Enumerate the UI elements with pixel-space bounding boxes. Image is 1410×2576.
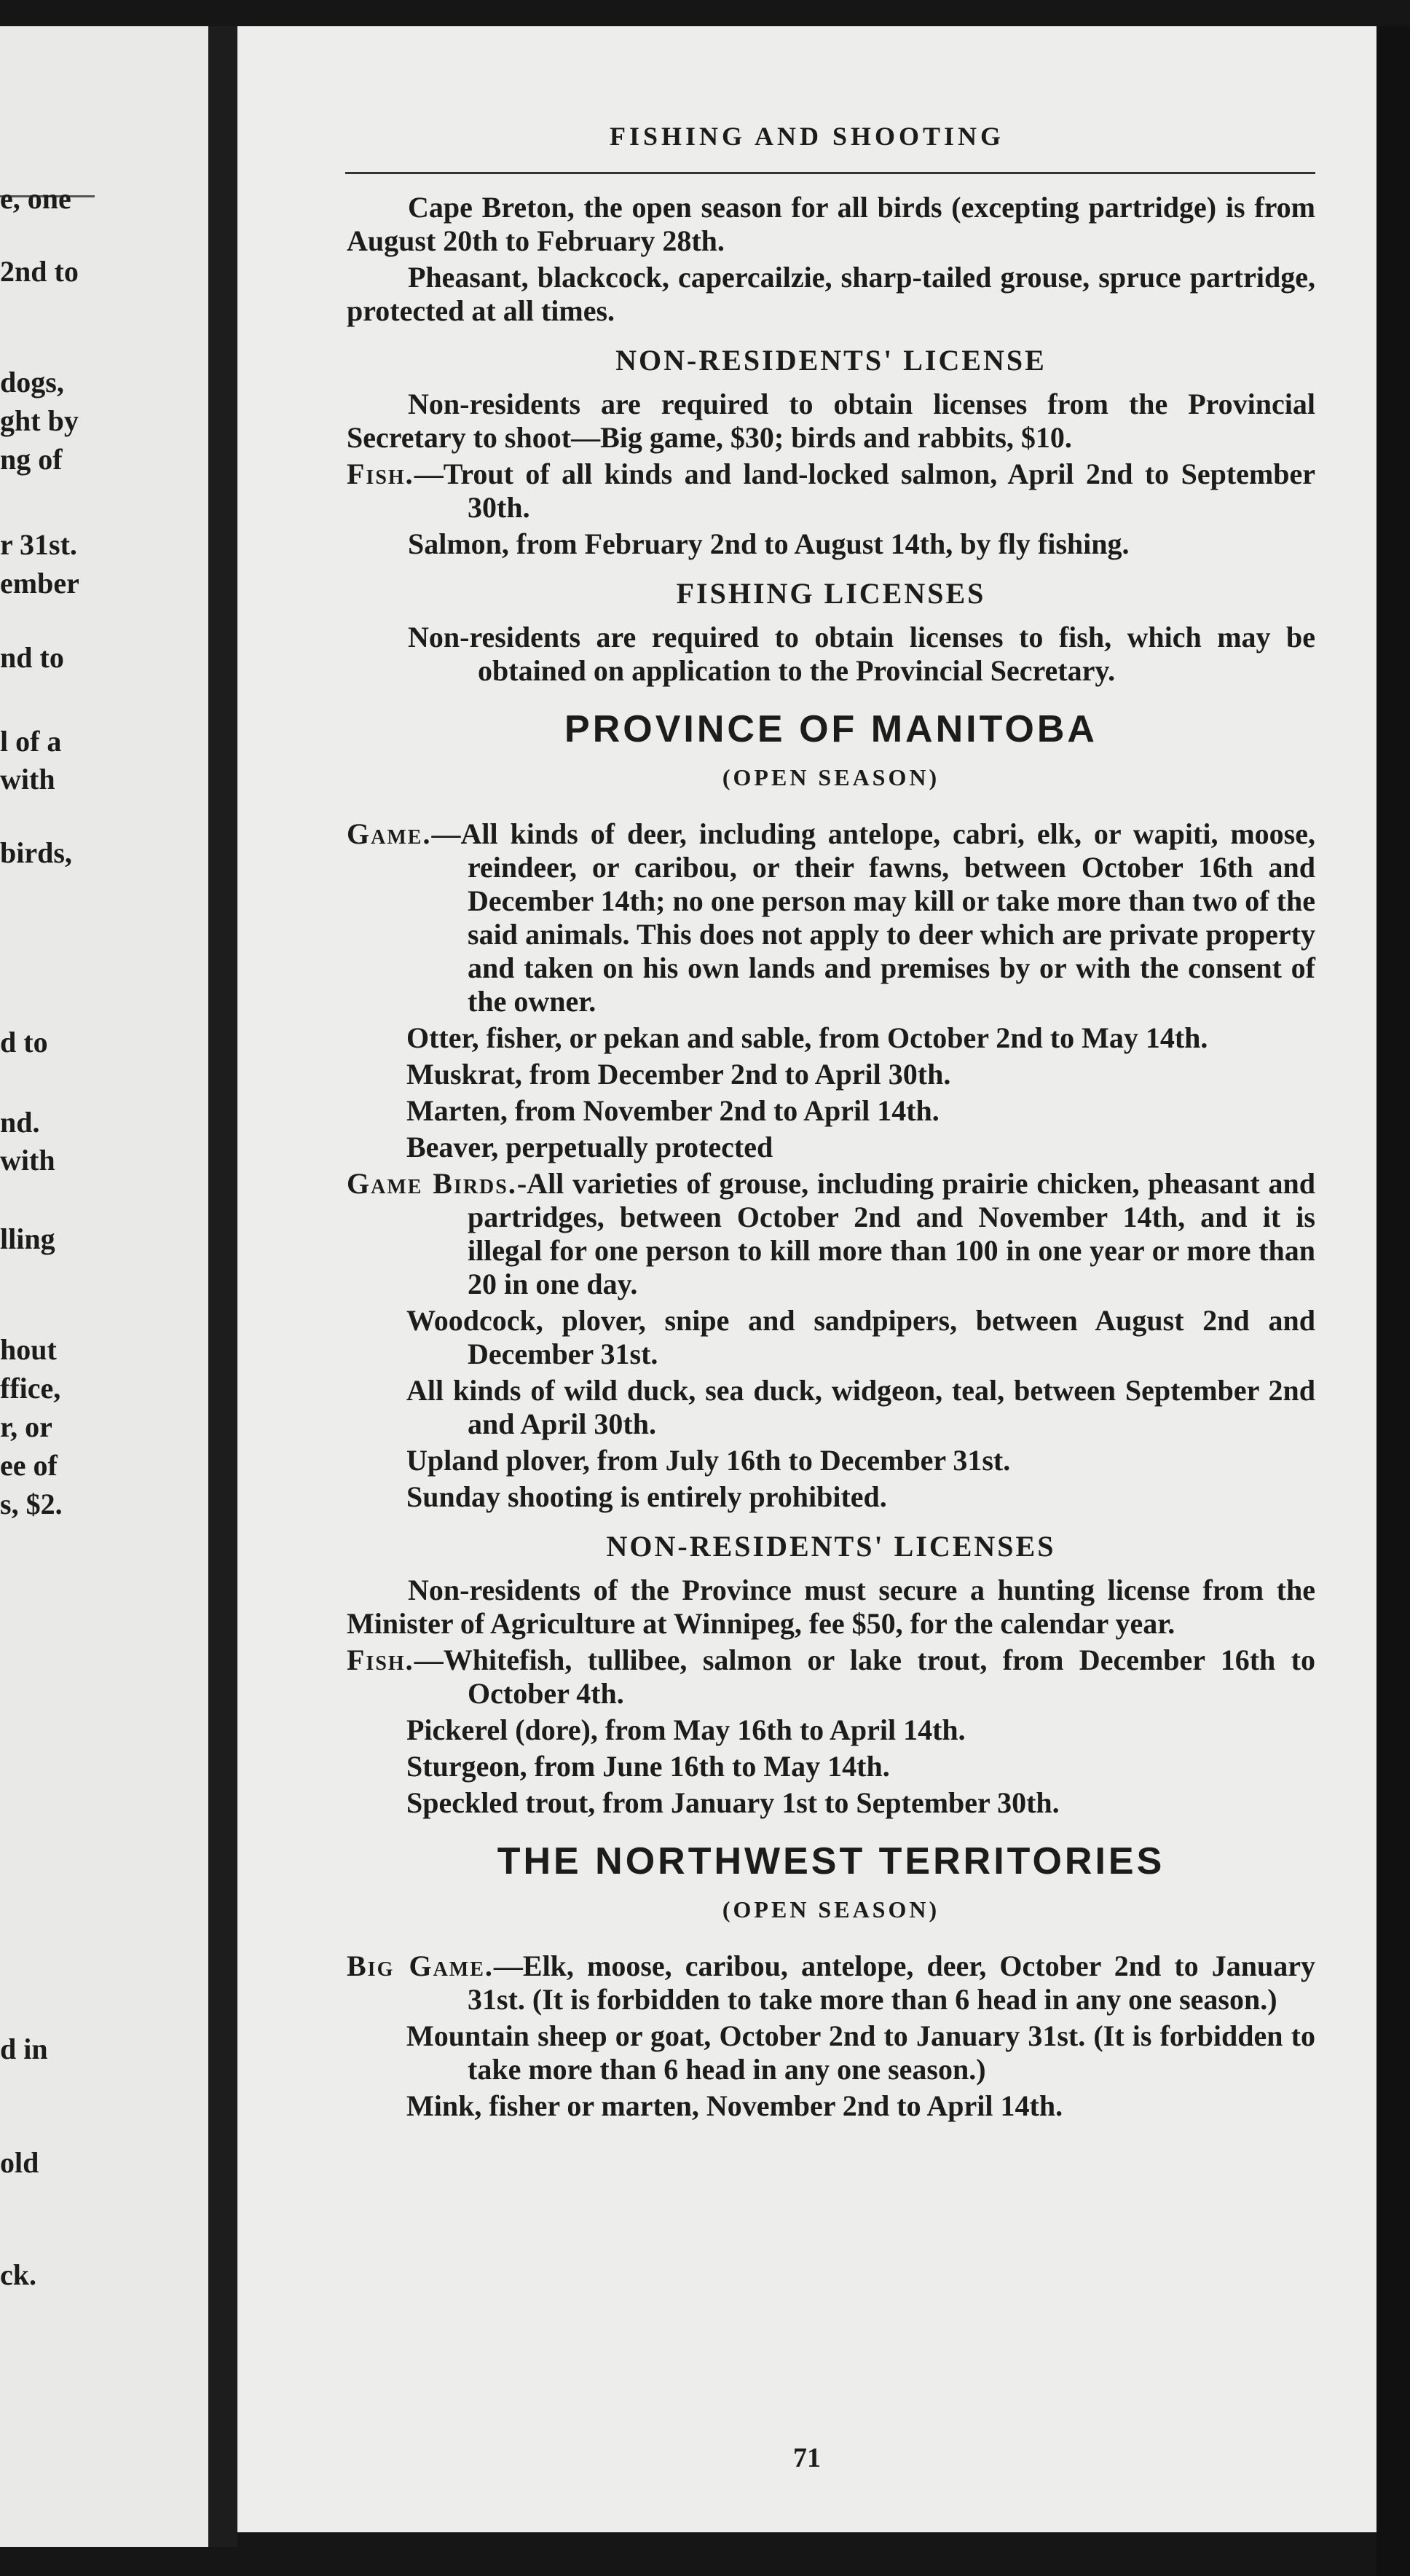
left-page-fragment: nd. [0,1106,40,1139]
paragraph-lead: Game Birds. [347,1167,517,1200]
left-page-fragment: ee of [0,1449,58,1482]
paragraph-text: Pheasant, blackcock, capercailzie, sharp-tailed grouse, spruce partridge, protected at all times. [347,261,1315,327]
left-page-fragment: d in [0,2033,48,2065]
left-page-fragment: with [0,763,55,796]
paragraph-lead: Game. [347,817,432,850]
paragraph [347,458,1315,525]
running-header: FISHING AND SHOOTING [609,122,1005,151]
section-title: PROVINCE OF MANITOBA [564,708,1098,750]
paragraph-text: All kinds of wild duck, sea duck, widgeon, teal, between September 2nd and April 30th. [406,1374,1315,1440]
paragraph [347,2089,1315,2123]
paragraph-text: Sunday shooting is entirely prohibited. [406,1480,887,1513]
paragraph [347,1644,1315,1711]
book-gutter [208,26,237,2547]
subsection-heading: NON-RESIDENTS' LICENSE [615,344,1047,377]
left-page-fragment: with [0,1144,55,1177]
section-subtitle: (OPEN SEASON) [722,1896,940,1923]
left-page-fragment: hout [0,1333,57,1366]
paragraph [347,1304,1315,1371]
subsection-heading: NON-RESIDENTS' LICENSES [606,1530,1056,1563]
paragraph [347,1786,1315,1820]
left-page-fragment: old [0,2146,39,2179]
paragraph-lead: Big Game. [347,1949,494,1982]
paragraph [347,388,1315,455]
left-page-fragment: ng of [0,443,63,476]
paragraph [347,1058,1315,1091]
paragraph [347,1021,1315,1055]
right-page [237,26,1376,2532]
left-page-fragment: dogs, [0,366,64,398]
left-page-fragment: lling [0,1222,55,1255]
paragraph-text: Cape Breton, the open season for all birds (excepting partridge) is from August 20th to February 28th. [347,191,1315,257]
paragraph [347,261,1315,328]
left-page-fragment: d to [0,1026,48,1059]
paragraph-lead: Fish. [347,1644,414,1676]
left-page-fragment: nd to [0,641,64,674]
paragraph [347,1574,1315,1641]
paragraph-text: Marten, from November 2nd to April 14th. [406,1094,940,1127]
left-page-fragment: ffice, [0,1372,61,1405]
scan-border [1376,26,1410,2576]
left-page-fragment: 2nd to [0,255,79,288]
paragraph [347,2019,1315,2086]
paragraph-text: Upland plover, from July 16th to December 31st. [406,1444,1011,1477]
paragraph [347,1131,1315,1164]
paragraph [347,817,1315,1018]
page-number: 71 [793,2443,821,2473]
paragraph-text: Mountain sheep or goat, October 2nd to January 31st. (It is forbidden to take more than 6 head in any one season.) [406,2019,1315,2086]
left-page-fragment: ember [0,567,79,600]
left-page-fragment: r 31st. [0,528,77,561]
paragraph [347,1444,1315,1477]
paragraph-text: —Trout of all kinds and land-locked salmon, April 2nd to September 30th. [414,458,1315,524]
paragraph [347,1949,1315,2017]
paragraph-text: Otter, fisher, or pekan and sable, from October 2nd to May 14th. [406,1021,1208,1054]
left-page-fragment: birds, [0,836,72,869]
paragraph-text: —Whitefish, tullibee, salmon or lake trout, from December 16th to October 4th. [414,1644,1315,1710]
paragraph-text: Pickerel (dore), from May 16th to April 14th. [406,1713,966,1746]
paragraph [347,527,1315,561]
paragraph [347,1480,1315,1514]
page-body [347,191,1315,2126]
paragraph-text: Non-residents are required to obtain licenses from the Provincial Secretary to shoot—Big game, $30; birds and rabbits, $10. [347,388,1315,454]
paragraph-text: —Elk, moose, caribou, antelope, deer, October 2nd to January 31st. (It is forbidden to take more than 6 head in any one season.) [468,1949,1315,2016]
paragraph-text: Salmon, from February 2nd to August 14th, by fly fishing. [408,527,1130,560]
paragraph [347,1374,1315,1441]
paragraph-text: Beaver, perpetually protected [406,1131,773,1163]
paragraph [347,191,1315,258]
paragraph-text: Non-residents of the Province must secure a hunting license from the Minister of Agriculture at Winnipeg, fee $50, for the calendar year. [347,1574,1315,1640]
paragraph-text: —All kinds of deer, including antelope, cabri, elk, or wapiti, moose, reindeer, or caribou, or their fawns, between October 16th and December 14th; no one person may kill or take more than two of the said animals. This does not apply to deer which are private property and taken on his own lands and premises by or with the consent of the owner. [431,817,1315,1018]
subsection-heading: FISHING LICENSES [676,577,986,610]
paragraph-text: Mink, fisher or marten, November 2nd to April 14th. [406,2089,1063,2122]
section-title: THE NORTHWEST TERRITORIES [497,1840,1165,1882]
left-page-fragment: s, $2. [0,1488,63,1520]
paragraph-text: Speckled trout, from January 1st to September 30th. [406,1786,1060,1819]
paragraph [347,1713,1315,1747]
paragraph [347,1094,1315,1128]
left-page-fragment: l of a [0,725,62,758]
paragraph-lead: Fish. [347,458,414,490]
left-page-fragment: r, or [0,1410,52,1443]
left-page-fragment: e, one [0,182,71,215]
paragraph-text: -All varieties of grouse, including prairie chicken, pheasant and partridges, between October 2nd and November 14th, and it is illegal for one person to kill more than 100 in one year or more than 20 in one day. [468,1167,1315,1300]
left-page-fragment: ght by [0,404,79,437]
paragraph-text: Non-residents are required to obtain licenses to fish, which may be obtained on application to the Provincial Secretary. [408,621,1315,687]
paragraph-text: Sturgeon, from June 16th to May 14th. [406,1750,890,1783]
section-subtitle: (OPEN SEASON) [722,764,940,790]
paragraph-text: Muskrat, from December 2nd to April 30th. [406,1058,951,1091]
paragraph-text: Woodcock, plover, snipe and sandpipers, between August 2nd and December 31st. [406,1304,1315,1370]
paragraph [347,1750,1315,1783]
paragraph [347,1167,1315,1301]
paragraph [347,621,1315,688]
header-rule [345,172,1315,174]
left-page [0,26,208,2547]
left-page-fragment: ck. [0,2258,36,2291]
